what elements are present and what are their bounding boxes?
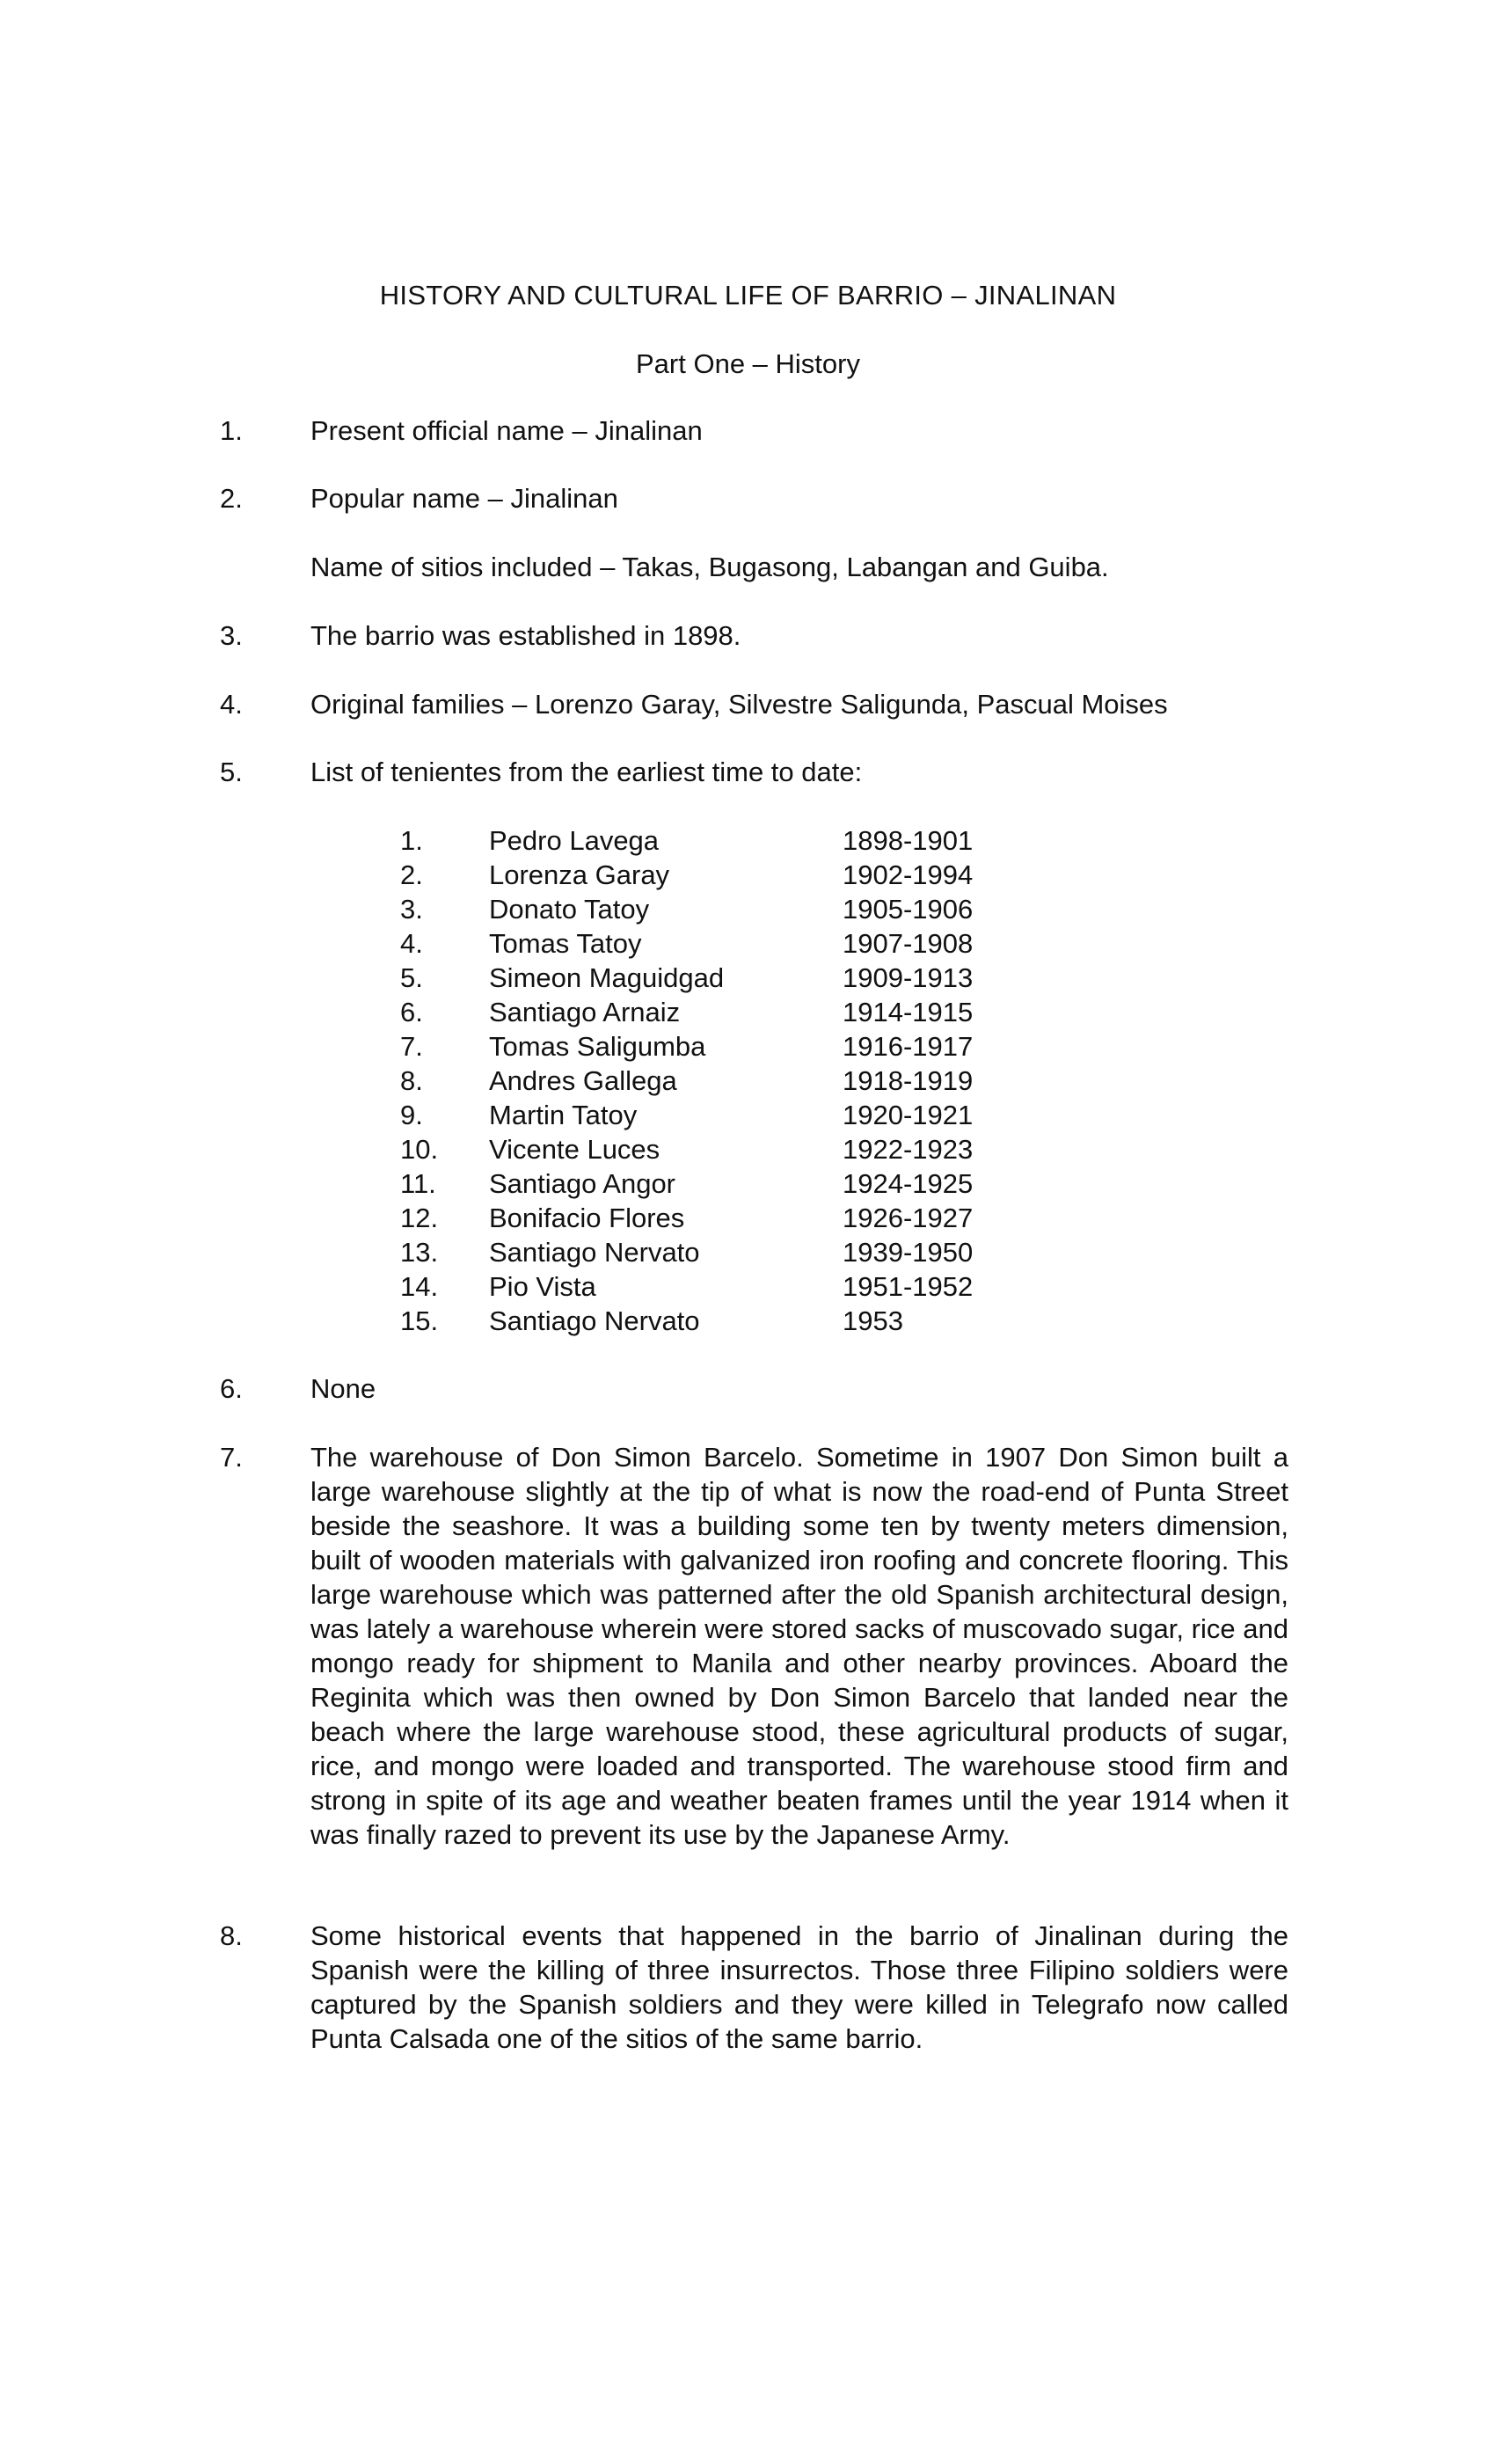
item-text: The barrio was established in 1898.	[310, 620, 741, 651]
teniente-number: 12.	[400, 1203, 439, 1233]
item-number: 5.	[220, 757, 243, 787]
teniente-number: 8.	[400, 1065, 423, 1096]
item-number: 3.	[220, 620, 243, 651]
teniente-name: Santiago Nervato	[489, 1237, 700, 1268]
document-subtitle: Part One – History	[636, 348, 860, 379]
item-text: Some historical events that happened in the barrio of Jinalinan during the Spanish were the killing of three insurrectos. Those three Filipino soldiers were captured by the Spanish soldiers and they were killed in Telegrafo now called Punta Calsada one of the sitios of the same barrio.	[310, 1920, 1288, 2054]
teniente-number: 9.	[400, 1100, 423, 1130]
teniente-years: 1922-1923	[843, 1134, 974, 1165]
teniente-number: 15.	[400, 1305, 439, 1336]
teniente-years: 1951-1952	[843, 1271, 974, 1302]
teniente-years: 1916-1917	[843, 1031, 974, 1062]
item-number: 7.	[220, 1442, 243, 1473]
teniente-number: 10.	[400, 1134, 439, 1165]
teniente-years: 1939-1950	[843, 1237, 974, 1268]
teniente-number: 3.	[400, 894, 423, 925]
item-number: 4.	[220, 689, 243, 720]
item-text: None	[310, 1373, 376, 1404]
teniente-name: Simeon Maguidgad	[489, 962, 725, 993]
item-text: Original families – Lorenzo Garay, Silvestre Saligunda, Pascual Moises	[310, 689, 1168, 720]
teniente-name: Santiago Nervato	[489, 1305, 700, 1336]
item-text: List of tenientes from the earliest time to date:	[310, 757, 863, 787]
teniente-years: 1914-1915	[843, 997, 974, 1027]
teniente-number: 6.	[400, 997, 423, 1027]
teniente-name: Lorenza Garay	[489, 859, 670, 890]
teniente-name: Bonifacio Flores	[489, 1203, 685, 1233]
teniente-years: 1898-1901	[843, 825, 974, 856]
teniente-years: 1918-1919	[843, 1065, 974, 1096]
item-number: 8.	[220, 1920, 243, 1951]
item-number: 1.	[220, 415, 243, 446]
teniente-name: Donato Tatoy	[489, 894, 650, 925]
teniente-number: 2.	[400, 859, 423, 890]
teniente-name: Vicente Luces	[489, 1134, 660, 1165]
teniente-years: 1924-1925	[843, 1168, 974, 1199]
teniente-name: Tomas Tatoy	[489, 928, 642, 959]
teniente-name: Pedro Lavega	[489, 825, 660, 856]
teniente-number: 5.	[400, 962, 423, 993]
teniente-name: Pio Vista	[489, 1271, 596, 1302]
document-title: HISTORY AND CULTURAL LIFE OF BARRIO – JINALINAN	[379, 280, 1117, 311]
teniente-name: Santiago Arnaiz	[489, 997, 681, 1027]
item-number: 6.	[220, 1373, 243, 1404]
teniente-name: Tomas Saligumba	[489, 1031, 706, 1062]
item-text: Present official name – Jinalinan	[310, 415, 703, 446]
teniente-name: Andres Gallega	[489, 1065, 677, 1096]
teniente-years: 1909-1913	[843, 962, 974, 993]
teniente-years: 1920-1921	[843, 1100, 974, 1130]
item-extra-text: Name of sitios included – Takas, Bugasong, Labangan and Guiba.	[310, 552, 1109, 582]
teniente-years: 1953	[843, 1305, 903, 1336]
item-text: Popular name – Jinalinan	[310, 483, 618, 514]
item-number: 2.	[220, 483, 243, 514]
teniente-name: Santiago Angor	[489, 1168, 676, 1199]
teniente-years: 1907-1908	[843, 928, 974, 959]
teniente-number: 13.	[400, 1237, 439, 1268]
teniente-years: 1926-1927	[843, 1203, 974, 1233]
teniente-number: 11.	[400, 1168, 436, 1199]
teniente-name: Martin Tatoy	[489, 1100, 638, 1130]
teniente-years: 1902-1994	[843, 859, 974, 890]
teniente-number: 14.	[400, 1271, 439, 1302]
teniente-number: 1.	[400, 825, 423, 856]
item-text: The warehouse of Don Simon Barcelo. Sometime in 1907 Don Simon built a large warehouse slightly at the tip of what is now the road-end of Punta Street beside the seashore. It was a building some ten by twenty meters dimension, built of wooden materials with galvanized iron roofing and concrete flooring. This large warehouse which was patterned after the old Spanish architectural design, was lately a warehouse wherein were stored sacks of muscovado sugar, rice and mongo ready for shipment to Manila and other nearby provinces. Aboard the Reginita which was then owned by Don Simon Barcelo that landed near the beach where the large warehouse stood, these agricultural products of sugar, rice, and mongo were loaded and transported. The warehouse stood firm and strong in spite of its age and weather beaten frames until the year 1914 when it was finally razed to prevent its use by the Japanese Army.	[310, 1442, 1288, 1850]
teniente-number: 4.	[400, 928, 423, 959]
teniente-number: 7.	[400, 1031, 423, 1062]
teniente-years: 1905-1906	[843, 894, 974, 925]
